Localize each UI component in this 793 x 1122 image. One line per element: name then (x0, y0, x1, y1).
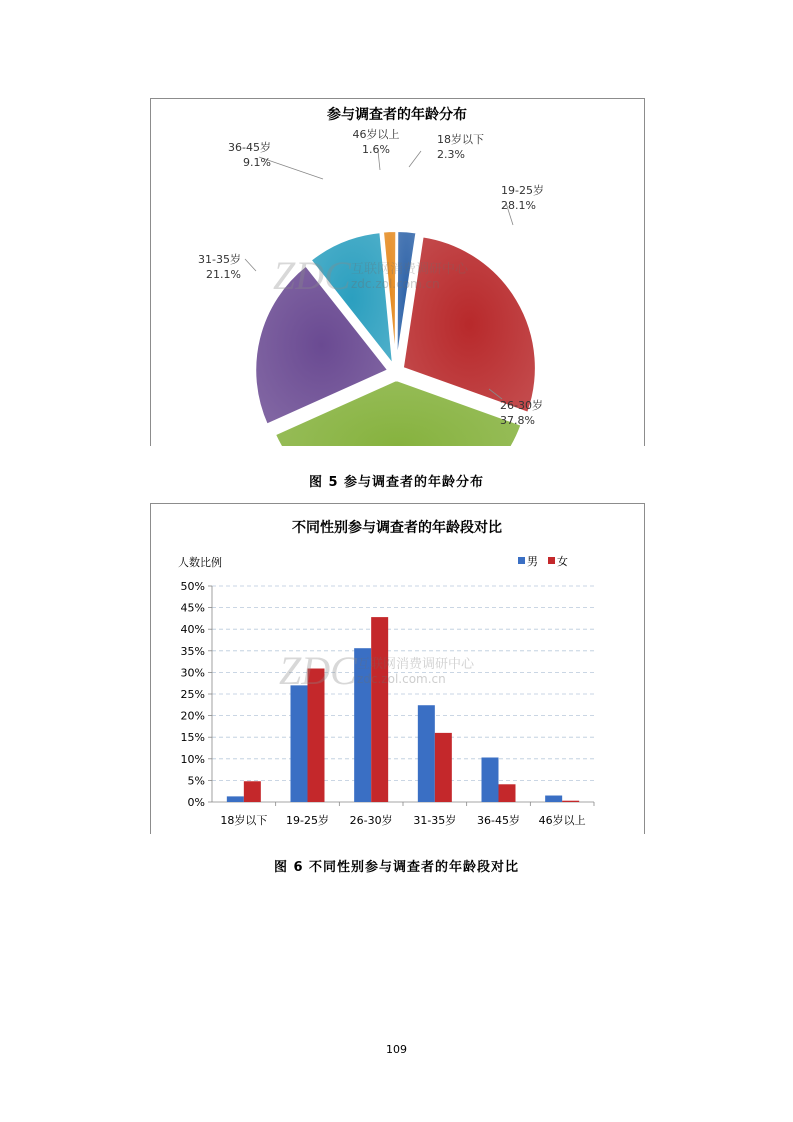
x-tick-label: 36-45岁 (477, 814, 520, 827)
bar-0-5 (545, 796, 562, 802)
watermark-url: zdc.zol.com.cn (357, 672, 446, 686)
bar-1-0 (244, 781, 261, 802)
pie-slice-label: 31-35岁 (198, 253, 241, 266)
watermark-name: 互联网消费调研中心 (351, 262, 469, 277)
bar-1-5 (562, 801, 579, 802)
pie-leader-line (409, 151, 421, 167)
pie-slice-label: 26-30岁 (500, 399, 543, 412)
watermark-logo: ZDC (279, 648, 357, 693)
bar-ylabel: 人数比例 (178, 556, 222, 569)
pie-slice-value: 1.6% (362, 143, 390, 156)
bar-1-2 (371, 617, 388, 802)
y-tick-label: 50% (180, 580, 205, 593)
bar-0-3 (418, 705, 435, 802)
watermark-url: zdc.zol.com.cn (351, 277, 440, 291)
y-tick-label: 15% (180, 731, 205, 745)
y-tick-label: 0% (187, 796, 205, 809)
x-tick-label: 31-35岁 (413, 814, 457, 827)
y-tick-label: 25% (180, 688, 205, 701)
pie-chart-figure (150, 98, 645, 446)
pie-slice-value: 37.8% (500, 414, 535, 427)
legend-label-1: 女 (557, 555, 568, 568)
pie-chart (151, 99, 644, 446)
bar-title: 不同性别参与调查者的年龄段对比 (292, 520, 502, 536)
bar-1-4 (499, 784, 516, 802)
bar-chart (151, 504, 644, 834)
y-tick-label: 35% (180, 644, 205, 658)
bar-0-0 (227, 796, 244, 802)
figure-5-caption: 图 5 参与调查者的年龄分布 (308, 475, 485, 490)
y-tick-label: 30% (180, 666, 205, 680)
watermark-logo: ZDC (273, 253, 351, 298)
figure-6-caption: 图 6 不同性别参与调查者的年龄段对比 (273, 860, 520, 875)
legend-swatch-1 (548, 557, 555, 564)
pie-slice-label: 46岁以上 (352, 128, 400, 141)
pie-slice-label: 18岁以下 (437, 133, 484, 146)
y-tick-label: 40% (180, 623, 205, 637)
page-number: 109 (386, 1043, 407, 1056)
pie-leader-line (245, 259, 256, 271)
bar-chart-figure (150, 503, 645, 834)
x-tick-label: 26-30岁 (349, 814, 393, 827)
y-tick-label: 45% (180, 601, 205, 615)
pie-slice-value: 2.3% (437, 148, 465, 161)
x-tick-label: 19-25岁 (286, 814, 329, 827)
bar-legend (518, 554, 568, 568)
pie-title: 参与调查者的年龄分布 (327, 107, 467, 123)
pie-slice-value: 21.1% (206, 268, 241, 281)
pie-slice-label: 19-25岁 (501, 184, 544, 197)
y-tick-label: 10% (180, 752, 205, 766)
pie-slice-value: 9.1% (243, 156, 271, 169)
bar-1-3 (435, 733, 452, 802)
pie-slice-value: 28.1% (501, 199, 536, 212)
pie-slice-label: 36-45岁 (228, 141, 271, 154)
watermark-name: 互联网消费调研中心 (357, 657, 475, 672)
x-tick-label: 46岁以上 (538, 814, 586, 827)
x-tick-label: 18岁以下 (220, 814, 268, 827)
bar-0-4 (482, 758, 499, 802)
bar-0-1 (291, 685, 308, 802)
legend-swatch-0 (518, 557, 525, 564)
y-tick-label: 20% (180, 709, 205, 723)
legend-label-0: 男 (527, 555, 538, 568)
y-tick-label: 5% (187, 774, 205, 788)
